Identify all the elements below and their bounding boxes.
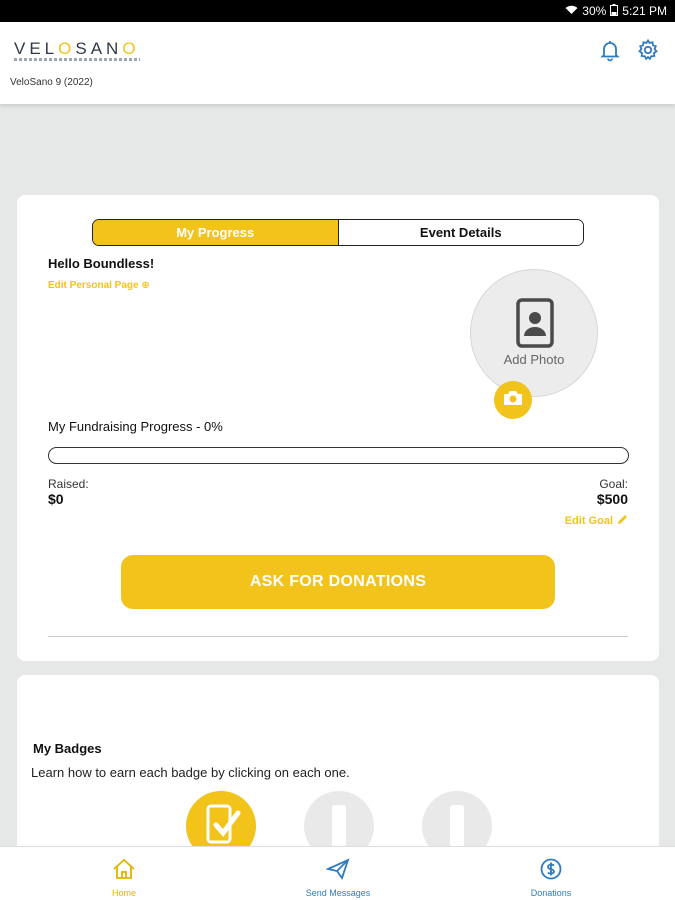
nav-donations-label: Donations	[530, 888, 572, 898]
ask-for-donations-button[interactable]: ASK FOR DONATIONS	[121, 555, 555, 609]
badges-card	[17, 675, 659, 855]
contact-card-icon	[516, 298, 554, 353]
edit-goal-label: Edit Goal	[564, 515, 613, 527]
badges-description: Learn how to earn each badge by clicking on each one.	[31, 765, 350, 780]
raised-label: Raised:	[48, 477, 89, 491]
logo-tagline	[14, 58, 140, 61]
battery-icon	[610, 4, 618, 19]
battery-level: 30%	[582, 4, 607, 18]
camera-icon	[503, 390, 523, 411]
edit-goal-link[interactable]	[565, 514, 628, 528]
tab-bar	[92, 219, 584, 246]
goal-label: Goal:	[599, 477, 628, 491]
nav-send-messages[interactable]	[268, 847, 408, 900]
event-subtitle: VeloSano 9 (2022)	[10, 77, 93, 88]
add-photo-label: Add Photo	[503, 352, 565, 367]
add-photo-button[interactable]	[470, 269, 598, 397]
home-icon	[112, 858, 136, 885]
nav-send-label: Send Messages	[305, 888, 371, 898]
goal-value: $500	[596, 491, 628, 507]
nav-donations[interactable]	[481, 847, 621, 900]
pencil-icon	[617, 514, 628, 528]
tab-my-progress[interactable]: My Progress	[93, 220, 339, 245]
edit-personal-page-link[interactable]: Edit Personal Page ⊕	[48, 280, 150, 291]
nav-home[interactable]	[54, 847, 194, 900]
velosano-logo: VELOSANO	[14, 39, 140, 58]
tab-event-details[interactable]: Event Details	[339, 220, 584, 245]
bottom-nav	[0, 846, 675, 900]
bell-icon[interactable]	[598, 38, 622, 62]
greeting: Hello Boundless!	[48, 256, 155, 271]
gear-icon[interactable]	[636, 38, 660, 62]
wifi-icon	[565, 5, 578, 18]
raised-value: $0	[48, 491, 64, 507]
clock: 5:21 PM	[622, 4, 667, 18]
app-header	[0, 22, 675, 104]
fundraising-progress-title: My Fundraising Progress - 0%	[48, 419, 223, 434]
dollar-icon	[539, 858, 563, 885]
badges-title: My Badges	[33, 741, 102, 756]
status-bar	[0, 0, 675, 22]
progress-card	[17, 195, 659, 661]
divider	[48, 636, 628, 637]
send-icon	[326, 858, 350, 885]
camera-button[interactable]	[494, 381, 532, 419]
fundraising-progress-bar	[48, 447, 629, 464]
nav-home-label: Home	[111, 888, 136, 898]
